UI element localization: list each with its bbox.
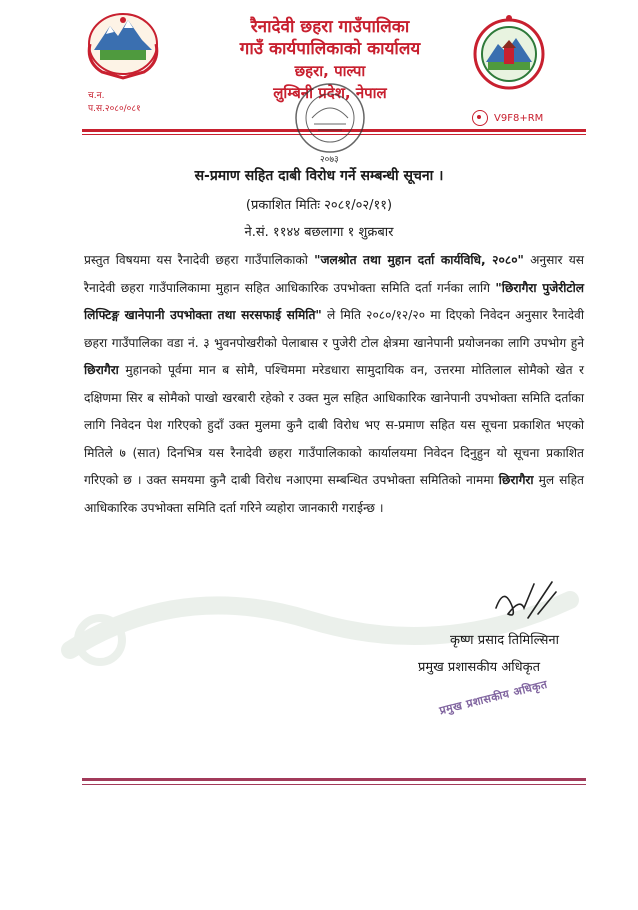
footer-rule-thin <box>82 784 586 785</box>
signatory-name: कृष्ण प्रसाद तिमिल्सिना <box>450 633 559 648</box>
notice-body <box>84 247 584 522</box>
designation-stamp: प्रमुख प्रशासकीय अधिकृत <box>438 677 549 718</box>
patra-sankhya: प.स.२०८०/०८१ <box>88 104 141 114</box>
notice-title: स-प्रमाण सहित दाबी विरोध गर्ने सम्बन्धी सूचना । <box>194 168 444 184</box>
committee-name: "छिरागैरा पुजेरीटोल लिफ्टिङ्ग खानेपानी उपभोक्ता तथा सरसफाई समिति" <box>84 280 584 322</box>
body-text: प्रस्तुत विषयमा यस रैनादेवी छहरा गाउँपालिकाको <box>84 253 315 267</box>
office-seal-icon <box>292 80 368 156</box>
seal-number: २०७३ <box>320 155 339 165</box>
nepal-emblem-icon <box>84 10 162 82</box>
location-plus-code <box>472 110 543 126</box>
handwritten-signature <box>490 578 560 624</box>
body-text: अनुसार यस रैनादेवी छहरा गाउँपालिकामा मुहान सहित आधिकारिक उपभोक्ता समिति दर्ता गर्नका लागि <box>84 253 585 295</box>
chalani-number-label: च.न. <box>88 91 105 101</box>
procedure-name: "जलश्रोत तथा मुहान दर्ता कार्यविधि, २०८०" <box>314 253 524 267</box>
reference-numbers <box>88 90 141 116</box>
footer-rule <box>82 778 586 781</box>
plus-code-text: V9F8+RM <box>494 112 544 124</box>
source-name: छिरागैरा <box>84 363 119 377</box>
location-pin-icon <box>472 110 488 126</box>
org-name: रैनादेवी छहरा गाउँपालिका <box>250 17 410 37</box>
province-country: लुम्बिनी प्रदेश, नेपाल <box>273 84 387 102</box>
signatory-post: प्रमुख प्रशासकीय अधिकृत <box>418 660 541 675</box>
source-name: छिरागैरा <box>498 473 534 487</box>
nepal-sambat-date: ने.सं. ११४४ बछलागा १ शुक्रबार <box>244 225 394 240</box>
office-name: गाउँ कार्यपालिकाको कार्यालय <box>239 39 421 59</box>
body-text: मुहानको पूर्वमा मान ब सोमै, पश्चिममा मरेडधारा सामुदायिक वन, उत्तरमा मोतिलाल सोमैको खेत र दक्षिणमा सिर ब सोमैको पाखो खरबारी रहेको र उक्त मुल सहित आधिकारिक खानेपानी उपभोक्ता समिति दर्ताका लागि निवेदन पेश गरिएको हुदाँ उक्त मुलमा कुनै दाबी विरोध भए स-प्रमाण सहित यस सूचना प्रकाशित भएको मितिले ७ (सात) दिनभित्र यस रैनादेवी छहरा गाउँपालिकाको कार्यालयमा निवेदन दिनुहुन यो सूचना प्रकाशित गरिएको छ । उक्त समयमा कुनै दाबी विरोध नआएमा सम्बन्धित उपभोक्ता समितिको नाममा <box>84 363 584 487</box>
body-text: मुल सहित आधिकारिक उपभोक्ता समिति दर्ता गरिने व्यहोरा जानकारी गराईन्छ । <box>84 473 584 515</box>
body-text: ले मिति २०८०/१२/२० मा दिएको निवेदन अनुसार रैनादेवी छहरा गाउँपालिका वडा नं. ३ भुवनपोखरीको पेलाबास र पुजेरी टोल क्षेत्रमा खानेपानी प्रयोजनका लागि उपभोग हुने <box>84 308 584 350</box>
published-date: (प्रकाशित मितिः २०८१/०२/११) <box>245 198 393 213</box>
municipality-logo-icon <box>470 12 548 102</box>
office-location: छहरा, पाल्पा <box>294 62 366 80</box>
